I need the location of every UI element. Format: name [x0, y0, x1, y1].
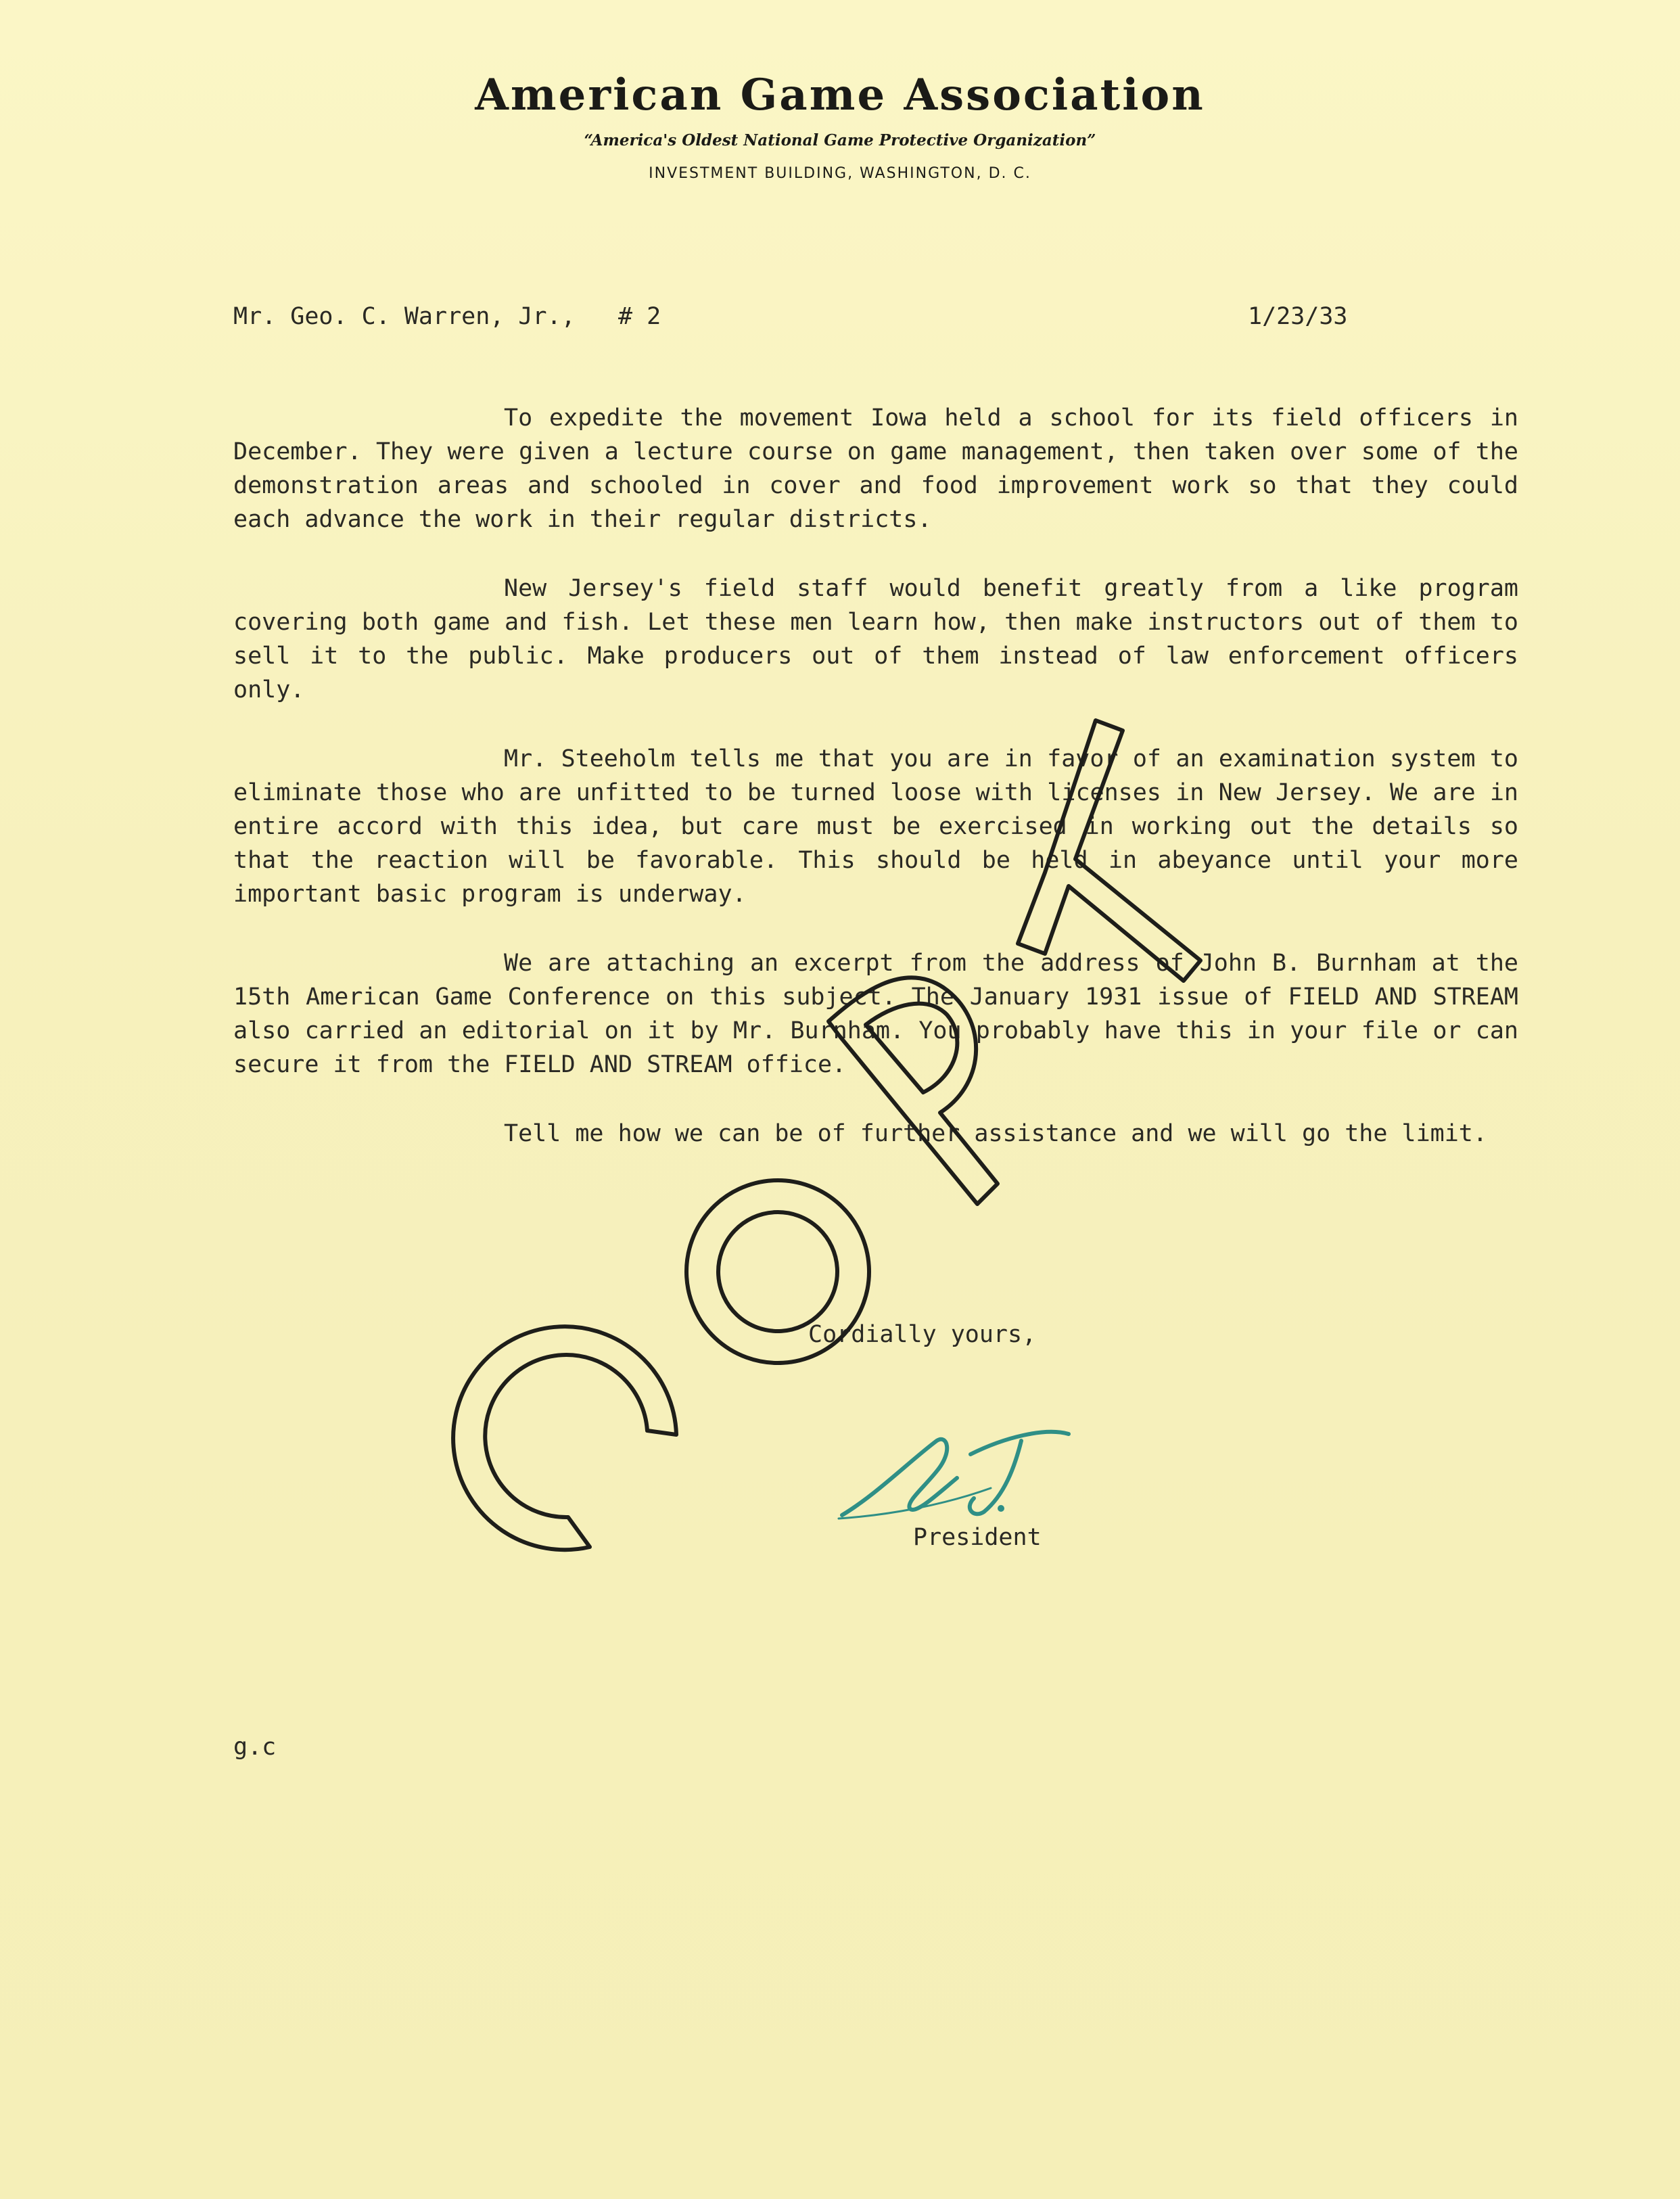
organization-address: INVESTMENT BUILDING, WASHINGTON, D. C.	[649, 165, 1031, 182]
signer-title: President	[913, 1524, 1042, 1551]
recipient-line: Mr. Geo. C. Warren, Jr., # 2	[233, 303, 661, 330]
closing-salutation: Cordially yours,	[808, 1321, 1037, 1348]
body-paragraph: Tell me how we can be of further assistance and we will go the limit.	[504, 1120, 1487, 1147]
typist-initials: g.c	[233, 1734, 277, 1761]
organization-name: American Game Association	[475, 70, 1205, 120]
letter-date: 1/23/33	[1248, 303, 1348, 330]
body-paragraph: New Jersey's field staff would benefit greatly from a like program covering both game and fish. Let these men learn how, then make instructors out of them to sell it to the public. Make producers out of them instead of law enforcement officers only.	[233, 575, 1518, 703]
body-paragraph: We are attaching an excerpt from the address of John B. Burnham at the 15th American Game Conference on this subject. The January 1931 issue of FIELD AND STREAM also carried an editorial on it by Mr. Burnham. You probably have this in your file or can secure it from the FIELD AND STREAM office.	[233, 950, 1518, 1078]
body-paragraph: To expedite the movement Iowa held a school for its field officers in December. They were given a lecture course on game management, then taken over some of the demonstration areas and schooled in cover and food improvement work so that they could each advance the work in their regular districts.	[233, 404, 1518, 533]
organization-tagline: “America's Oldest National Game Protective Organization”	[584, 131, 1096, 149]
body-paragraph: Mr. Steeholm tells me that you are in favor of an examination system to eliminate those who are unfitted to be turned loose with licenses in New Jersey. We are in entire accord with this idea, but care must be exercised in working out the details so that the reaction will be favorable. This should be held in abeyance until your more important basic program is underway.	[233, 745, 1518, 908]
